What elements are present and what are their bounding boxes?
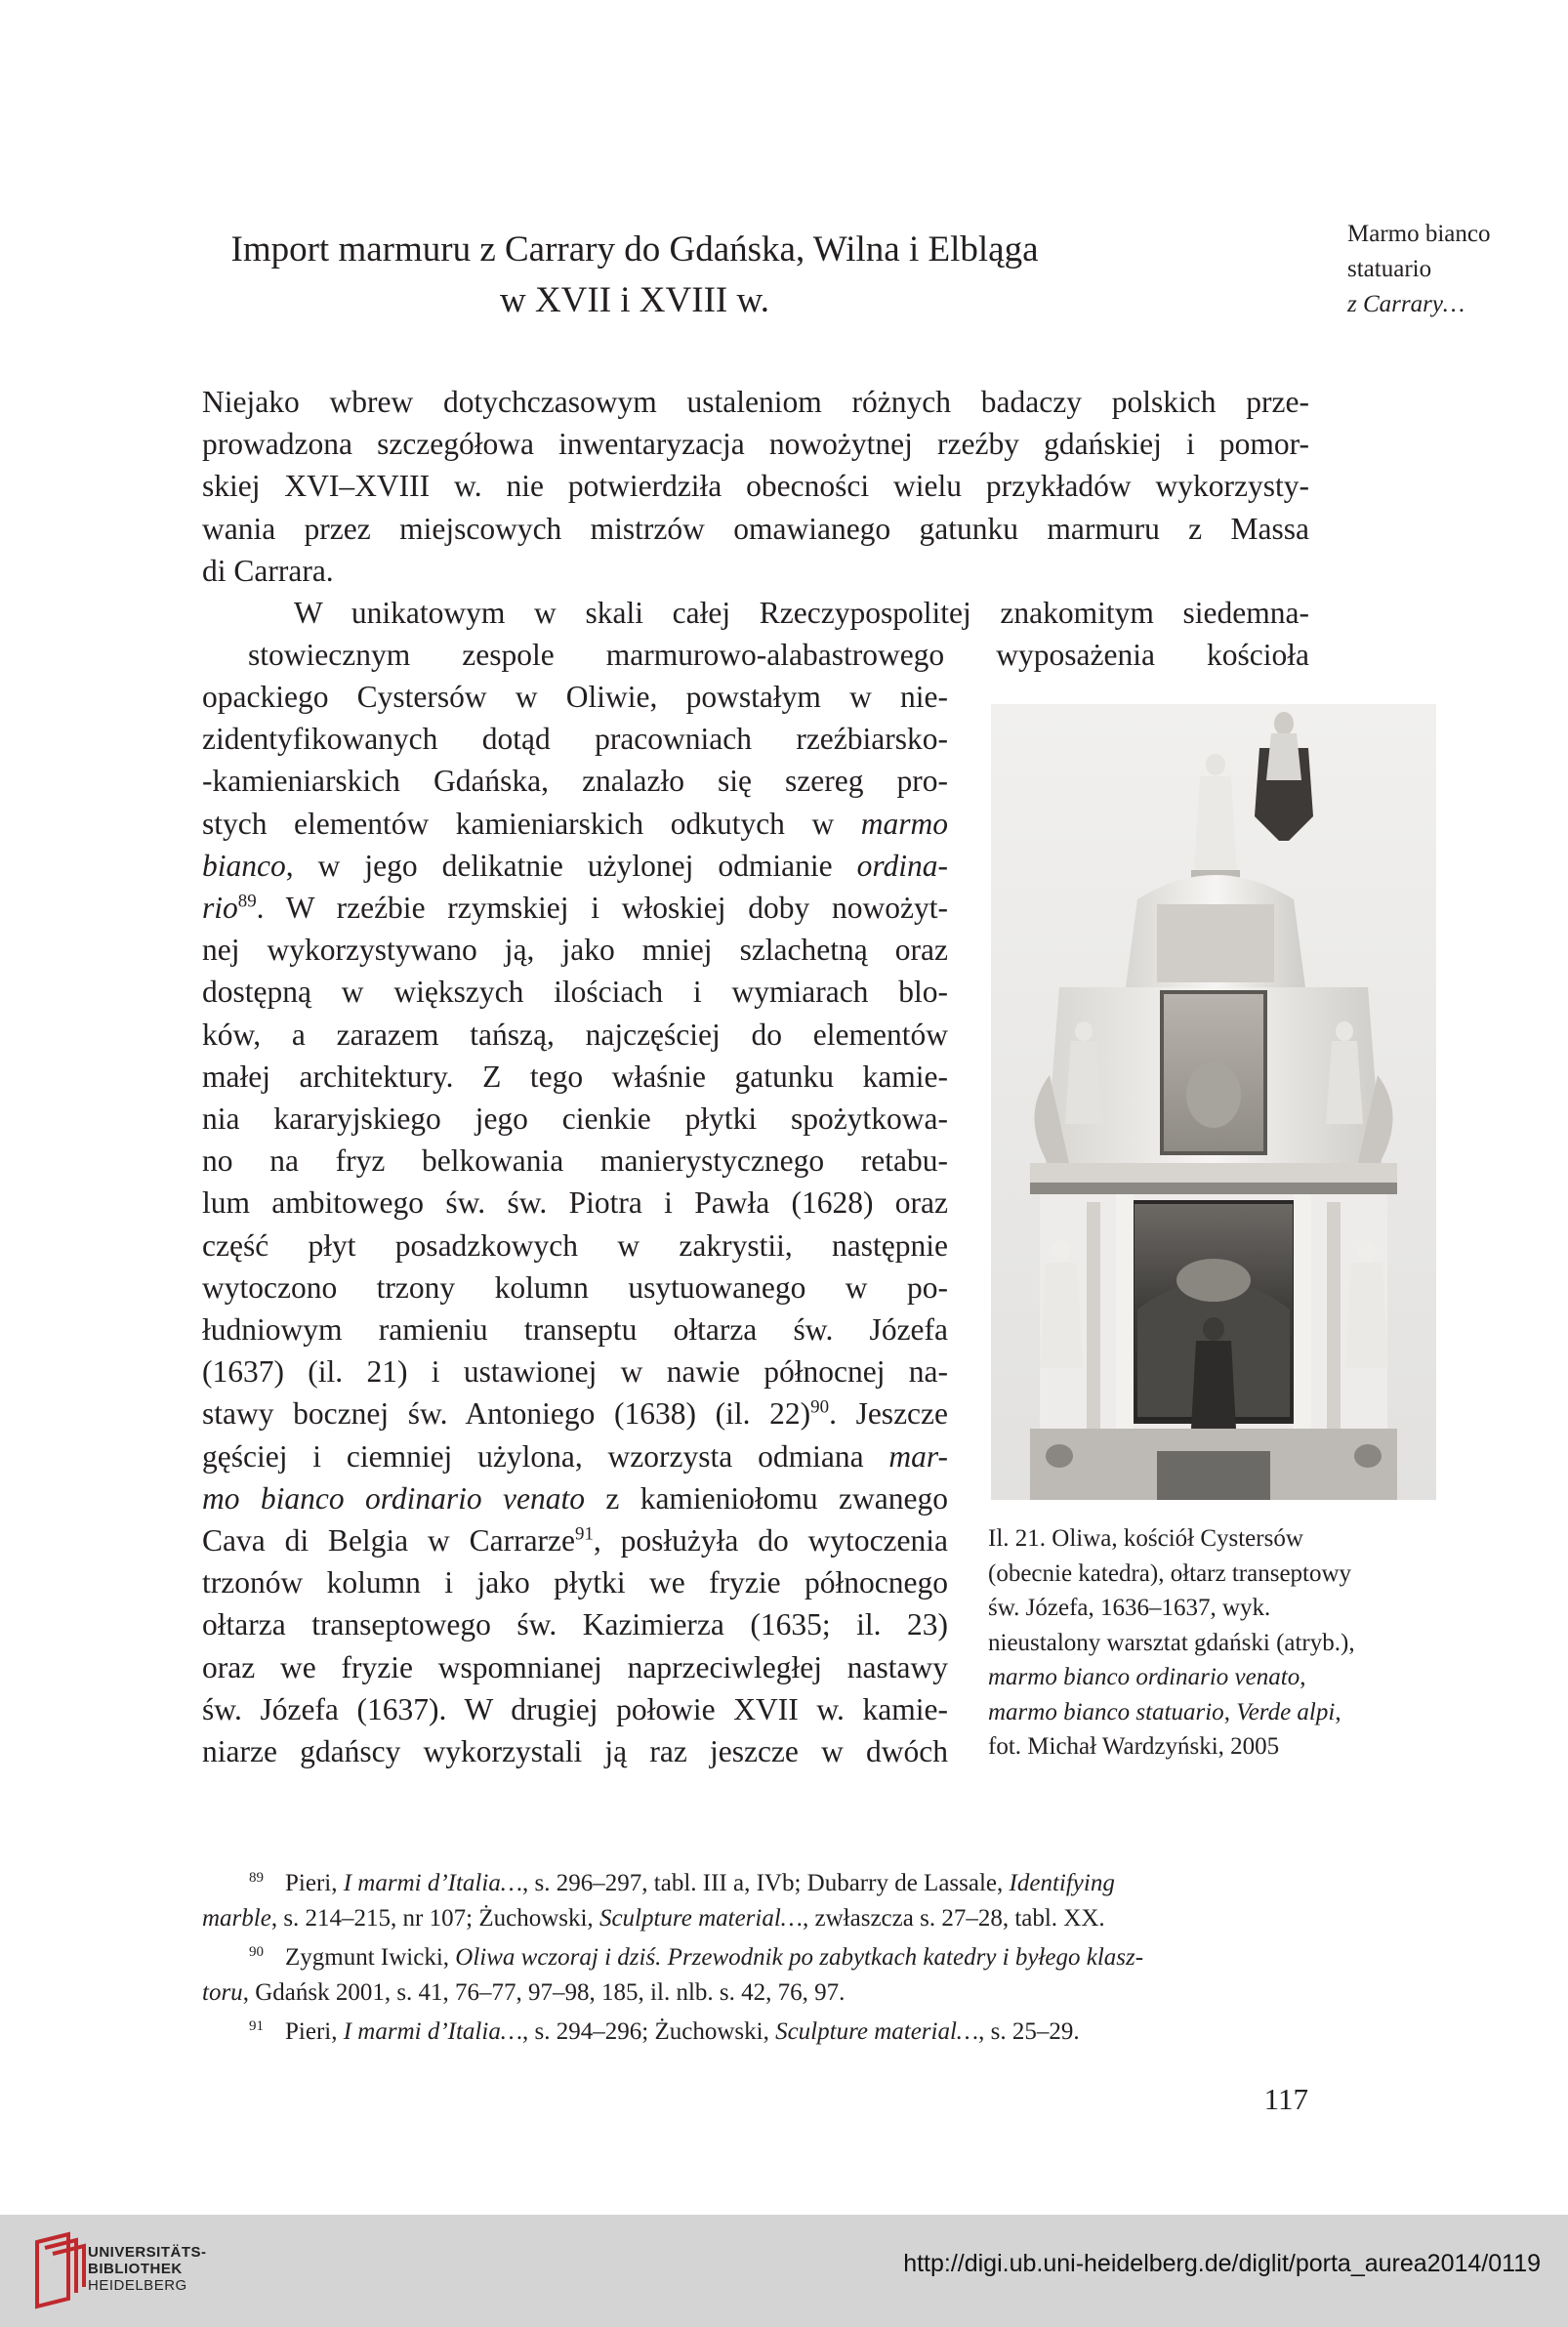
italic-title: marble bbox=[202, 1904, 271, 1932]
text-line: Niejako wbrew dotychczasowym ustaleniom różnych badaczy polskich prze- bbox=[202, 385, 1309, 419]
page-number: 117 bbox=[1263, 2082, 1308, 2116]
text-run: , bbox=[1223, 1698, 1237, 1725]
text-line: (1637) (il. 21) i ustawionej w nawie północnej na- bbox=[202, 1354, 948, 1390]
text-line: prowadzona szczegółowa inwentaryzacja nowożytnej rzeźby gdańskiej i pomor- bbox=[202, 427, 1309, 462]
italic-term: marmo bbox=[860, 806, 948, 841]
figure-caption bbox=[988, 1521, 1447, 1765]
text-line: trzonów kolumn i jako płytki we fryzie północnego bbox=[202, 1565, 948, 1600]
text-line: nia kararyjskiego jego cienkie płytki spożytkowa- bbox=[202, 1101, 948, 1137]
text-line: łudniowym ramieniu transeptu ołtarza św. Józefa bbox=[202, 1312, 948, 1348]
text-line: małej architektury. Z tego właśnie gatunku kamie- bbox=[202, 1059, 948, 1094]
text-run: , w jego delikatnie użylonej odmianie bbox=[285, 848, 833, 883]
text-run: , s. 296–297, tabl. III a, IVb; Dubarry de Lassale, bbox=[522, 1870, 1010, 1896]
altar-image bbox=[991, 704, 1436, 1500]
paragraph-2-intro bbox=[202, 592, 1309, 676]
italic-term: Verde alpi bbox=[1236, 1698, 1336, 1725]
margin-note-line-3: z Carrary… bbox=[1347, 291, 1465, 317]
text-line: wania przez miejscowych mistrzów omawianego gatunku marmuru z Massa bbox=[202, 511, 1309, 546]
text-line: opackiego Cystersów w Oliwie, powstałym w nie- bbox=[202, 680, 948, 714]
running-head-line-1: Import marmuru z Carrary do Gdańska, Wilna i Elbląga bbox=[230, 229, 1039, 270]
text-line bbox=[202, 1435, 948, 1477]
text-line: wytoczono trzony kolumn usytuowanego w po- bbox=[202, 1269, 948, 1305]
text-line: oraz we fryzie wspomnianej naprzeciwległej nastawy bbox=[202, 1649, 948, 1684]
text-line bbox=[202, 1519, 948, 1561]
text-line bbox=[202, 1392, 948, 1434]
text-line: no na fryz belkowania manierystycznego retabu- bbox=[202, 1143, 948, 1179]
text-line: ków, a zarazem tańszą, najczęściej do elementów bbox=[202, 1017, 948, 1052]
footnote-91 bbox=[202, 2010, 1309, 2050]
caption-line: (obecnie katedra), ołtarz transeptowy bbox=[988, 1559, 1352, 1587]
footer-bar bbox=[0, 2215, 1568, 2327]
italic-title: I marmi d’Italia… bbox=[343, 2018, 523, 2045]
margin-note-line-1: Marmo bianco bbox=[1347, 221, 1491, 247]
caption-line bbox=[988, 1695, 1447, 1730]
caption-line: nieustalony warsztat gdański (atryb.), bbox=[988, 1629, 1355, 1656]
footnote-number: 89 bbox=[249, 1870, 264, 1886]
italic-term: mar- bbox=[888, 1438, 948, 1474]
italic-term: rio bbox=[202, 891, 238, 926]
text-line bbox=[202, 803, 948, 845]
footnote-continuation bbox=[202, 1901, 1309, 1936]
text-run: z kamieniołomu zwanego bbox=[584, 1480, 948, 1516]
caption-line: Il. 21. Oliwa, kościół Cystersów bbox=[988, 1525, 1303, 1552]
italic-title: toru bbox=[202, 1978, 243, 2006]
text-run: Pieri, bbox=[285, 2018, 344, 2045]
text-line: część płyt posadzkowych w zakrystii, następnie bbox=[202, 1227, 948, 1263]
text-run: . W rzeźbie rzymskiej i włoskiej doby nowożyt- bbox=[256, 891, 948, 926]
source-url-link[interactable]: http://digi.ub.uni-heidelberg.de/diglit/porta_aurea2014/0119 bbox=[903, 2250, 1541, 2277]
caption-line: fot. Michał Wardzyński, 2005 bbox=[988, 1733, 1280, 1760]
text-run: . Jeszcze bbox=[829, 1396, 948, 1432]
italic-term: marmo bianco statuario bbox=[988, 1698, 1224, 1725]
footnote-ref-91[interactable]: 91 bbox=[575, 1523, 594, 1545]
text-line: W unikatowym w skali całej Rzeczypospolitej znakomitym siedemna- bbox=[294, 596, 1309, 630]
text-line: di Carrara. bbox=[202, 553, 334, 588]
altar-photograph bbox=[991, 704, 1436, 1500]
paragraph-1 bbox=[202, 381, 1309, 592]
text-line: stowiecznym zespole marmurowo-alabastrowego wyposażenia kościoła bbox=[248, 638, 1309, 673]
text-run: , s. 25–29. bbox=[978, 2018, 1080, 2045]
paragraph-2-column bbox=[202, 676, 948, 1772]
text-line: -kamieniarskich Gdańska, znalazło się szereg pro- bbox=[202, 764, 948, 799]
footnotes bbox=[202, 1861, 1309, 2050]
text-run: , s. 294–296; Żuchowski, bbox=[522, 2018, 776, 2045]
library-name-line-2: BIBLIOTHEK bbox=[88, 2261, 183, 2277]
margin-note-line-2: statuario bbox=[1347, 256, 1432, 282]
text-line: skiej XVI–XVIII w. nie potwierdziła obecności wielu przykładów wykorzysty- bbox=[202, 469, 1309, 504]
italic-term: marmo bianco ordinario venato bbox=[988, 1664, 1300, 1690]
text-line: św. Józefa (1637). W drugiej połowie XVII w. kamie- bbox=[202, 1691, 948, 1726]
running-head bbox=[195, 225, 1074, 326]
text-line: dostępną w większych ilościach i wymiarach blo- bbox=[202, 975, 948, 1010]
margin-note bbox=[1347, 217, 1543, 322]
italic-title: Sculpture material… bbox=[775, 2018, 979, 2045]
caption-line bbox=[988, 1660, 1447, 1695]
library-name-line-1: UNIVERSITÄTS- bbox=[88, 2244, 207, 2261]
text-line: zidentyfikowanych dotąd pracowniach rzeźbiarsko- bbox=[202, 722, 948, 757]
italic-term: bianco bbox=[202, 848, 286, 883]
footnote-ref-89[interactable]: 89 bbox=[237, 891, 257, 912]
text-run: gęściej i ciemniej użylona, wzorzysta odmiana bbox=[202, 1438, 864, 1474]
text-run: , posłużyła do wytoczenia bbox=[593, 1523, 948, 1558]
text-line bbox=[202, 1477, 948, 1519]
text-run: stych elementów kamieniarskich odkutych w bbox=[202, 806, 835, 841]
text-line: nej wykorzystywano ją, jako mniej szlachetną oraz bbox=[202, 933, 948, 968]
italic-title: I marmi d’Italia… bbox=[343, 1870, 523, 1896]
text-run: , s. 214–215, nr 107; Żuchowski, bbox=[270, 1904, 599, 1932]
italic-term: ordina- bbox=[856, 848, 948, 883]
footnote-ref-90[interactable]: 90 bbox=[810, 1396, 830, 1418]
footnote-continuation bbox=[202, 1975, 1309, 2011]
text-run: , Gdańsk 2001, s. 41, 76–77, 97–98, 185, il. nlb. s. 42, 76, 97. bbox=[242, 1978, 846, 2006]
footnote-89 bbox=[202, 1861, 1309, 1935]
text-line: niarze gdańscy wykorzystali ją raz jeszcze w dwóch bbox=[202, 1734, 948, 1769]
library-name-line-3: HEIDELBERG bbox=[88, 2277, 187, 2294]
italic-title: Identifying bbox=[1009, 1870, 1115, 1896]
italic-title: Oliwa wczoraj i dziś. Przewodnik po zabytkach katedry i byłego klasz- bbox=[455, 1944, 1144, 1971]
footnote-number: 90 bbox=[249, 1944, 264, 1960]
text-run: , zwłaszcza s. 27–28, tabl. XX. bbox=[803, 1904, 1105, 1932]
text-line: lum ambitowego św. św. Piotra i Pawła (1628) oraz bbox=[202, 1185, 948, 1221]
university-library-name[interactable] bbox=[88, 2244, 207, 2294]
text-run: Pieri, bbox=[285, 1870, 344, 1896]
text-run: stawy bocznej św. Antoniego (1638) (il. 22) bbox=[202, 1396, 811, 1432]
italic-term: mo bianco ordinario venato bbox=[202, 1480, 585, 1516]
caption-line: św. Józefa, 1636–1637, wyk. bbox=[988, 1595, 1271, 1621]
text-line bbox=[202, 845, 948, 887]
text-run: , bbox=[1335, 1698, 1341, 1725]
text-line: ołtarza transeptowego św. Kazimierza (1635; il. 23) bbox=[202, 1607, 948, 1642]
footnote-number: 91 bbox=[249, 2018, 264, 2034]
text-run: Zygmunt Iwicki, bbox=[285, 1944, 456, 1971]
text-line bbox=[202, 887, 948, 929]
footnote-90 bbox=[202, 1935, 1309, 2010]
running-head-line-2: w XVII i XVIII w. bbox=[499, 280, 770, 320]
italic-title: Sculpture material… bbox=[598, 1904, 804, 1932]
text-run: , bbox=[1300, 1664, 1306, 1690]
text-run: Cava di Belgia w Carrarze bbox=[202, 1523, 576, 1558]
